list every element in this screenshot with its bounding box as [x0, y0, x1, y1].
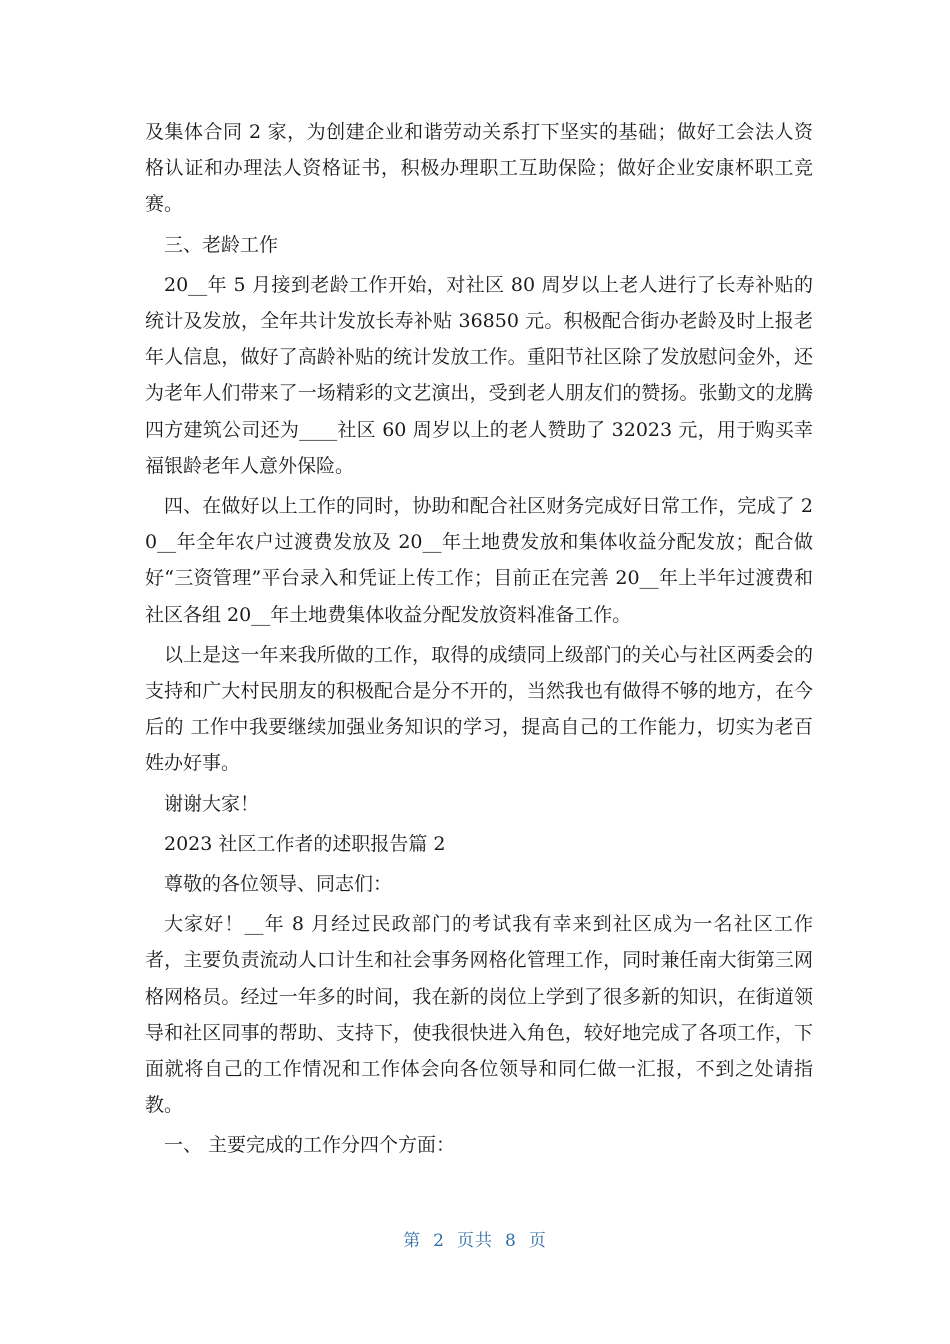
paragraph-continuation: 及集体合同 2 家，为创建企业和谐劳动关系打下坚实的基础；做好工会法人资格认证和办理法人资格证书，积极办理职工互助保险；做好企业安康杯职工竞赛。: [145, 121, 813, 216]
current-page-number: 2: [433, 1231, 445, 1251]
paragraph-summary: 以上是这一年来我所做的工作，取得的成绩同上级部门的关心与社区两委会的支持和广大村民朋友的积极配合是分不开的，当然我也有做得不够的地方，在今后的 工作中我要继续加强业务知识的学习，提高自己的工作能力，切实为老百姓办好事。: [145, 643, 813, 775]
paragraph-finance-work: 四、在做好以上工作的同时，协助和配合社区财务完成好日常工作，完成了 20__年全年农户过渡费发放及 20__年土地费发放和集体收益分配发放；配合做好“三资管理”平台录入和凭证上传工作；目前正在完善 20__年上半年过渡费和社区各组 20__年土地费集体收益分配发放资料准备工作。: [145, 495, 813, 626]
paragraph-elderly-work: 20__年 5 月接到老龄工作开始，对社区 80 周岁以上老人进行了长寿补贴的统计及发放，全年共计发放长寿补贴 36850 元。积极配合街办老龄及时上报老年人信息，做好了高龄补贴的统计发放工作。重阳节社区除了发放慰问金外，还为老年人们带来了一场精彩的文艺演出，受到老人朋友们的赞扬。张勤文的龙腾四方建筑公司还为____社区 60 周岁以上的老人赞助了 32023 元，用于购买幸福银龄老年人意外保险。: [145, 273, 813, 477]
salutation: 尊敬的各位领导、同志们：: [164, 873, 393, 896]
page-label-prefix: 第: [403, 1231, 422, 1251]
page-label-suffix: 页: [528, 1231, 547, 1251]
section-heading-elderly-work: 三、老龄工作: [164, 233, 279, 256]
report-title-part-2: 2023 社区工作者的述职报告篇 2: [164, 832, 446, 855]
paragraph-introduction: 大家好！__年 8 月经过民政部门的考试我有幸来到社区成为一名社区工作者，主要负责流动人口计生和社会事务网格化管理工作，同时兼任南大街第三网格网格员。经过一年多的时间，我在新的岗位上学到了很多新的知识，在街道领导和社区同事的帮助、支持下，使我很快进入角色，较好地完成了各项工作，下面就将自己的工作情况和工作体会向各位领导和同仁做一汇报，不到之处请指教。: [145, 913, 813, 1117]
document-body: [145, 114, 813, 1164]
paragraph-thanks: 谢谢大家！: [164, 792, 260, 815]
section-heading-main-work: 一、 主要完成的工作分四个方面：: [164, 1134, 456, 1157]
page-footer: [0, 1226, 950, 1251]
total-pages-number: 8: [505, 1231, 517, 1251]
page-label-mid: 页共: [457, 1231, 493, 1251]
